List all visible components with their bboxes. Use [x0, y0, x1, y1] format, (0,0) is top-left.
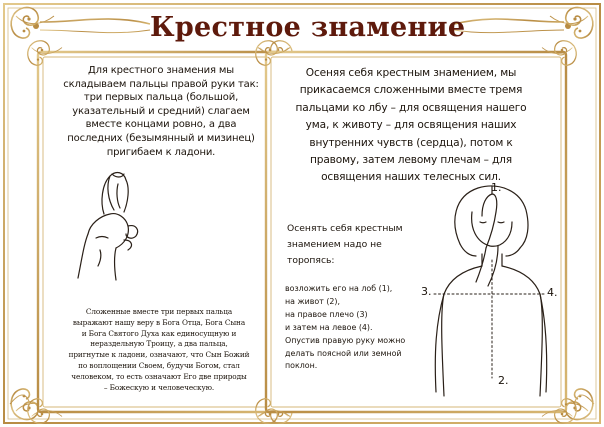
- text-line: Опустив правую руку можно: [285, 335, 406, 345]
- text-line: Сложенные вместе три первых пальца: [85, 307, 233, 316]
- text-line: вместе концами ровно, а два: [85, 119, 237, 131]
- figure-mark-2: 2.: [498, 374, 509, 387]
- text-line: поклон.: [285, 361, 318, 371]
- text-line: – Божескую и человеческую.: [103, 382, 215, 392]
- left-explanation-text: [54, 307, 264, 393]
- figure-mark-1: 1.: [491, 181, 502, 194]
- figure-mark-3: 3.: [421, 285, 432, 298]
- text-line: на правое плечо (3): [285, 309, 368, 319]
- text-line: указательный и средний) слагаем: [72, 105, 250, 117]
- text-line: ума, к животу – для освящения наших: [305, 119, 517, 132]
- text-line: знамением надо не: [287, 239, 382, 250]
- right-steps-text: [285, 283, 425, 373]
- text-line: три первых пальца (большой,: [83, 92, 239, 104]
- page-title: Крестное знамение: [150, 12, 466, 43]
- text-line: человеком, то есть означают Его две природы: [71, 371, 247, 381]
- text-line: и Бога Святого Духа как единосущную и: [81, 328, 237, 338]
- text-line: освящения наших телесных сил.: [321, 171, 501, 184]
- text-line: Для крестного знамения мы: [87, 65, 235, 76]
- text-line: прикасаемся сложенными вместе тремя: [299, 84, 523, 97]
- text-line: нераздельную Троицу, а два пальца,: [90, 339, 228, 349]
- left-intro-text: [58, 64, 264, 159]
- text-line: по воплощении Своем, будучи Богом, стал: [78, 360, 240, 370]
- text-line: пригибаем к ладони.: [106, 146, 216, 158]
- text-line: складываем пальцы правой руки так:: [63, 78, 259, 90]
- text-line: Осенять себя крестным: [287, 223, 403, 234]
- hand-three-fingers-folded-icon: [70, 162, 170, 282]
- right-intro-text: [280, 65, 542, 187]
- text-line: делать поясной или земной: [285, 348, 402, 358]
- text-line: внутренних чувств (сердца), потом к: [309, 136, 513, 149]
- text-line: пальцами ко лбу – для освящения нашего: [295, 101, 527, 114]
- text-line: и затем на левое (4).: [285, 322, 373, 332]
- text-line: правому, затем левому плечам – для: [309, 154, 513, 167]
- text-line: торопясь:: [287, 255, 335, 266]
- right-caution-text: [287, 221, 437, 269]
- text-line: выражают нашу веру в Бога Отца, Бога Сына: [72, 317, 246, 327]
- text-line: возложить его на лоб (1),: [285, 284, 393, 293]
- person-making-sign-of-cross-icon: [420, 182, 560, 400]
- figure-mark-4: 4.: [547, 286, 558, 299]
- text-line: на живот (2),: [285, 296, 341, 306]
- text-line: пригнутые к ладони, означают, что Сын Божий: [68, 350, 250, 360]
- text-line: последних (безымянный и мизинец): [67, 132, 255, 144]
- text-line: Осеняя себя крестным знамением, мы: [305, 67, 517, 79]
